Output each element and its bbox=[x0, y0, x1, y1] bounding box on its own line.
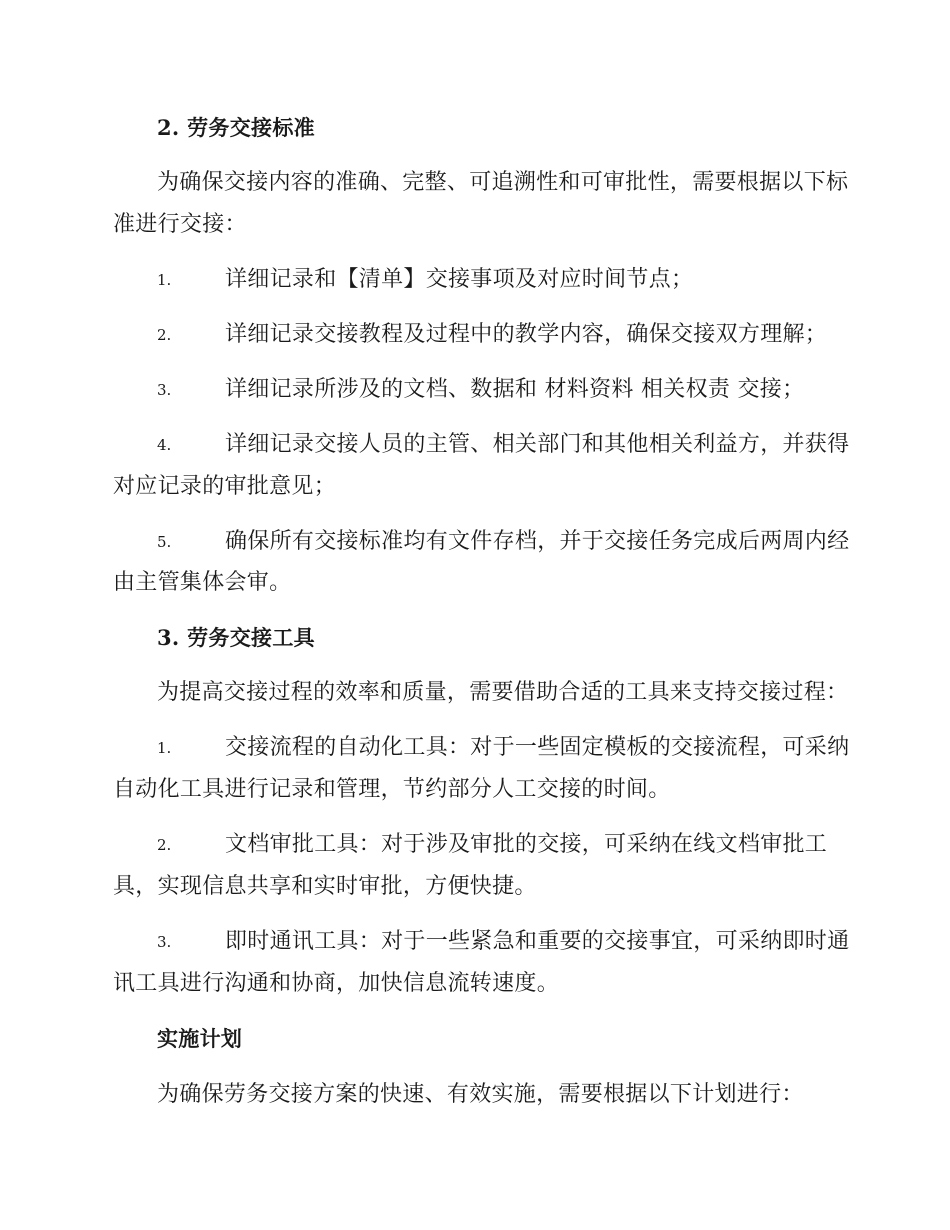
list-item-text: 即时通讯工具：对于一些紧急和重要的交接事宜，可采纳即时通 bbox=[225, 929, 850, 954]
list-item-continuation: 由主管集体会审。 bbox=[113, 570, 292, 595]
list-item-text: 确保所有交接标准均有文件存档，并于交接任务完成后两周内经 bbox=[225, 529, 850, 554]
list-item-number: 3. bbox=[157, 933, 172, 951]
list-item-number: 2. bbox=[157, 326, 172, 344]
list-item-number: 5. bbox=[157, 533, 172, 551]
section-2-intro-line-2: 准进行交接： bbox=[113, 212, 247, 237]
list-item-continuation: 对应记录的审批意见； bbox=[113, 474, 337, 499]
section-4-intro-line-1: 为确保劳务交接方案的快速、有效实施，需要根据以下计划进行： bbox=[157, 1082, 804, 1107]
list-item-text: 详细记录交接教程及过程中的教学内容，确保交接双方理解； bbox=[225, 322, 828, 347]
list-item-continuation: 讯工具进行沟通和协商，加快信息流转速度。 bbox=[113, 971, 560, 996]
section-4-heading: 实施计划 bbox=[157, 1026, 243, 1051]
list-item-continuation: 自动化工具进行记录和管理，节约部分人工交接的时间。 bbox=[113, 777, 671, 802]
list-item-text: 交接流程的自动化工具：对于一些固定模板的交接流程，可采纳 bbox=[225, 735, 850, 760]
section-3-heading: 3. 劳务交接工具 bbox=[157, 625, 315, 650]
list-item-text: 详细记录交接人员的主管、相关部门和其他相关利益方，并获得 bbox=[225, 432, 850, 457]
list-item-number: 4. bbox=[157, 436, 172, 454]
list-item-number: 1. bbox=[157, 739, 172, 757]
section-3-intro-line-1: 为提高交接过程的效率和质量，需要借助合适的工具来支持交接过程： bbox=[157, 680, 849, 705]
list-item-continuation: 具，实现信息共享和实时审批，方便快捷。 bbox=[113, 874, 537, 899]
list-item-number: 1. bbox=[157, 271, 172, 289]
section-2-heading: 2. 劳务交接标准 bbox=[157, 115, 315, 140]
list-item-text: 详细记录和【清单】交接事项及对应时间节点； bbox=[225, 267, 694, 292]
list-item-number: 2. bbox=[157, 836, 172, 854]
list-item-text: 文档审批工具：对于涉及审批的交接，可采纳在线文档审批工 bbox=[225, 832, 828, 857]
list-item-text: 详细记录所涉及的文档、数据和 材料资料 相关权责 交接； bbox=[225, 377, 805, 402]
list-item-number: 3. bbox=[157, 381, 172, 399]
section-2-intro-line-1: 为确保交接内容的准确、完整、可追溯性和可审批性，需要根据以下标 bbox=[157, 170, 849, 195]
